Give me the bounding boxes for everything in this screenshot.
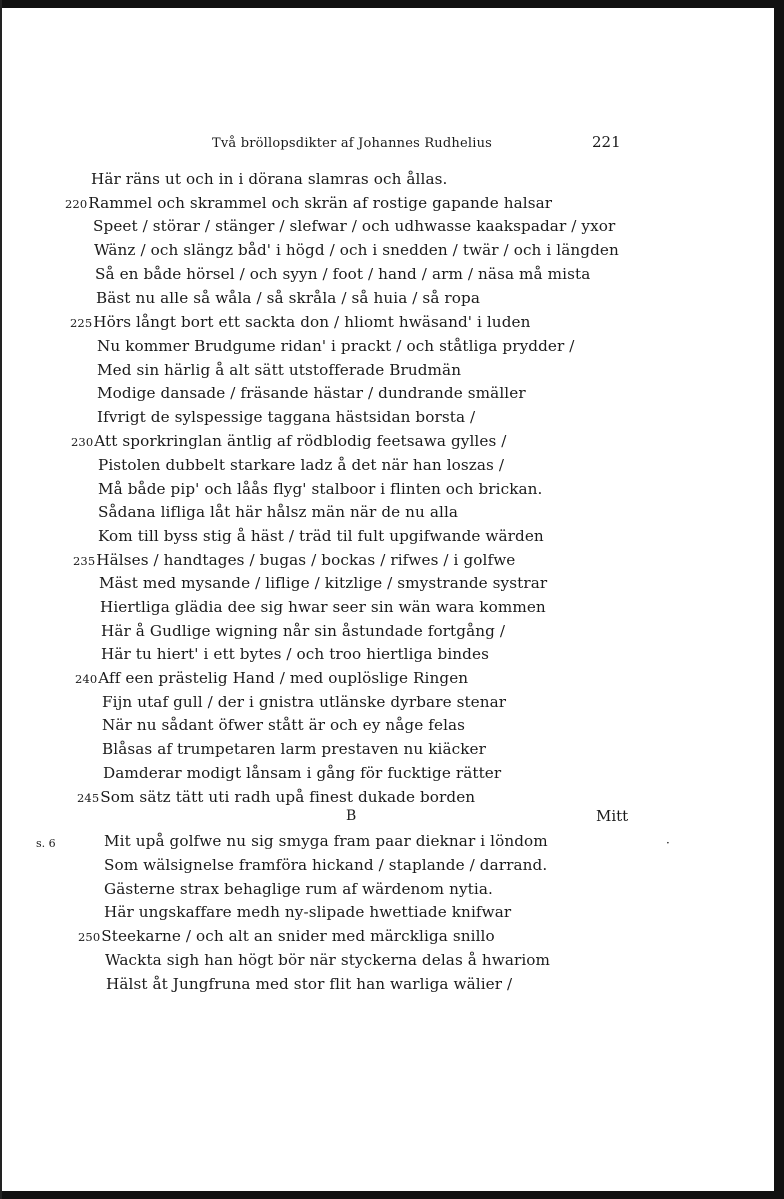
catchword: Mitt [596, 807, 629, 825]
line-text: Som sätz tätt uti radh upå finest dukade borden [100, 788, 476, 806]
poem-line [97, 337, 574, 355]
poem-line [97, 361, 461, 379]
line-text: Steekarne / och alt an snider med märckliga snillo [101, 927, 495, 945]
poem-line [75, 669, 468, 687]
line-text: Här tu hiert' i ett bytes / och troo hiertliga bindes [101, 645, 489, 663]
line-text: Fijn utaf gull / der i gnistra utlänske dyrbare stenar [102, 693, 507, 711]
line-text: Blåsas af trumpetaren larm prestaven nu kiäcker [102, 740, 486, 758]
line-number: 225 [70, 316, 93, 330]
speck-mark: · [666, 836, 670, 850]
line-text: Wackta sigh han högt bör när styckerna delas å hwariom [105, 951, 551, 969]
poem-line [94, 241, 619, 259]
line-text: När nu sådant öfwer stått är och ey någe felas [102, 716, 466, 734]
poem-line [104, 856, 547, 874]
poem-line [98, 456, 504, 474]
line-text: Rammel och skrammel och skrän af rostige gapande halsar [88, 194, 553, 212]
line-number: 230 [71, 435, 94, 449]
poem-line [102, 740, 486, 758]
poem-line [95, 265, 590, 283]
line-text: Här räns ut och in i dörana slamras och ållas. [91, 170, 448, 188]
poem-line [77, 788, 475, 806]
poem-line [97, 408, 475, 426]
poem-line [105, 951, 550, 969]
poem-line [102, 693, 506, 711]
signature-mark: B [346, 808, 357, 824]
line-text: Bäst nu alle så wåla / så skråla / så huia / så ropa [96, 289, 480, 307]
line-number: 240 [75, 672, 98, 686]
poem-line [70, 313, 531, 331]
poem-line [98, 503, 458, 521]
line-text: Gästerne strax behaglige rum af wärdenom nytia. [104, 880, 493, 898]
line-number: 220 [65, 197, 88, 211]
poem-line [65, 194, 552, 212]
line-text: Ifvrigt de sylspessige taggana hästsidan borsta / [97, 408, 476, 426]
line-text: Wänz / och slängz båd' i högd / och i snedden / twär / och i längden [94, 241, 619, 259]
poem-line [106, 975, 512, 993]
line-number: 245 [77, 791, 100, 805]
line-text: Sådana lifliga låt här hålsz män när de nu alla [98, 503, 459, 521]
line-text: Mit upå golfwe nu sig smyga fram paar dieknar i löndom [104, 832, 548, 850]
line-text: Speet / störar / stänger / slefwar / och udhwasse kaakspadar / yxor [93, 217, 616, 235]
poem-line [101, 645, 489, 663]
poem-line [98, 527, 544, 545]
line-number: 235 [73, 554, 96, 568]
poem-line [100, 598, 546, 616]
poem-line [101, 622, 505, 640]
line-text: Nu kommer Brudgume ridan' i prackt / och ståtliga prydder / [97, 337, 575, 355]
poem-line [93, 217, 615, 235]
line-text: Med sin härlig å alt sätt utstofferade Brudmän [97, 361, 462, 379]
line-text: Mäst med mysande / liflige / kitzlige / smystrande systrar [99, 574, 548, 592]
line-text: Hälst åt Jungfruna med stor flit han warliga wälier / [106, 975, 513, 993]
line-text: Som wälsignelse framföra hickand / staplande / darrand. [104, 856, 548, 874]
line-text: Här å Gudlige wigning når sin åstundade fortgång / [101, 622, 506, 640]
line-text: Kom till byss stig å häst / träd til fult upgifwande wärden [98, 527, 544, 545]
line-text: Må både pip' och låås flyg' stalboor i flinten och brickan. [98, 480, 543, 498]
line-text: Så en både hörsel / och syyn / foot / hand / arm / näsa må mista [95, 265, 591, 283]
poem-line [104, 880, 493, 898]
poem-line [102, 716, 465, 734]
poem-line [91, 170, 447, 188]
running-header-title: Två bröllopsdikter af Johannes Rudhelius [212, 136, 493, 151]
line-text: Hiertliga glädia dee sig hwar seer sin wän wara kommen [100, 598, 546, 616]
line-text: Hälses / handtages / bugas / bockas / rifwes / i golfwe [96, 551, 516, 569]
page-number: 221 [592, 133, 621, 151]
line-number: 250 [78, 930, 101, 944]
margin-note: s. 6 [36, 837, 56, 850]
poem-line [71, 432, 507, 450]
poem-line [104, 903, 511, 921]
poem-line [98, 480, 542, 498]
poem-line [103, 764, 501, 782]
line-text: Damderar modigt lånsam i gång för fucktige rätter [103, 764, 502, 782]
poem-line [73, 551, 515, 569]
poem-line [97, 384, 526, 402]
line-text: Hörs långt bort ett sackta don / hliomt hwäsand' i luden [93, 313, 531, 331]
poem-line [96, 289, 480, 307]
line-text: Modige dansade / fräsande hästar / dundrande smäller [97, 384, 526, 402]
line-text: Aff een prästelig Hand / med ouplöslige Ringen [98, 669, 469, 687]
poem-line [78, 927, 495, 945]
line-text: Här ungskaffare medh ny-slipade hwettiade knifwar [104, 903, 512, 921]
poem-line [99, 574, 547, 592]
line-text: Pistolen dubbelt starkare ladz å det när han loszas / [98, 456, 505, 474]
poem-line [104, 832, 548, 850]
line-text: Att sporkringlan äntlig af rödblodig feetsawa gylles / [94, 432, 507, 450]
